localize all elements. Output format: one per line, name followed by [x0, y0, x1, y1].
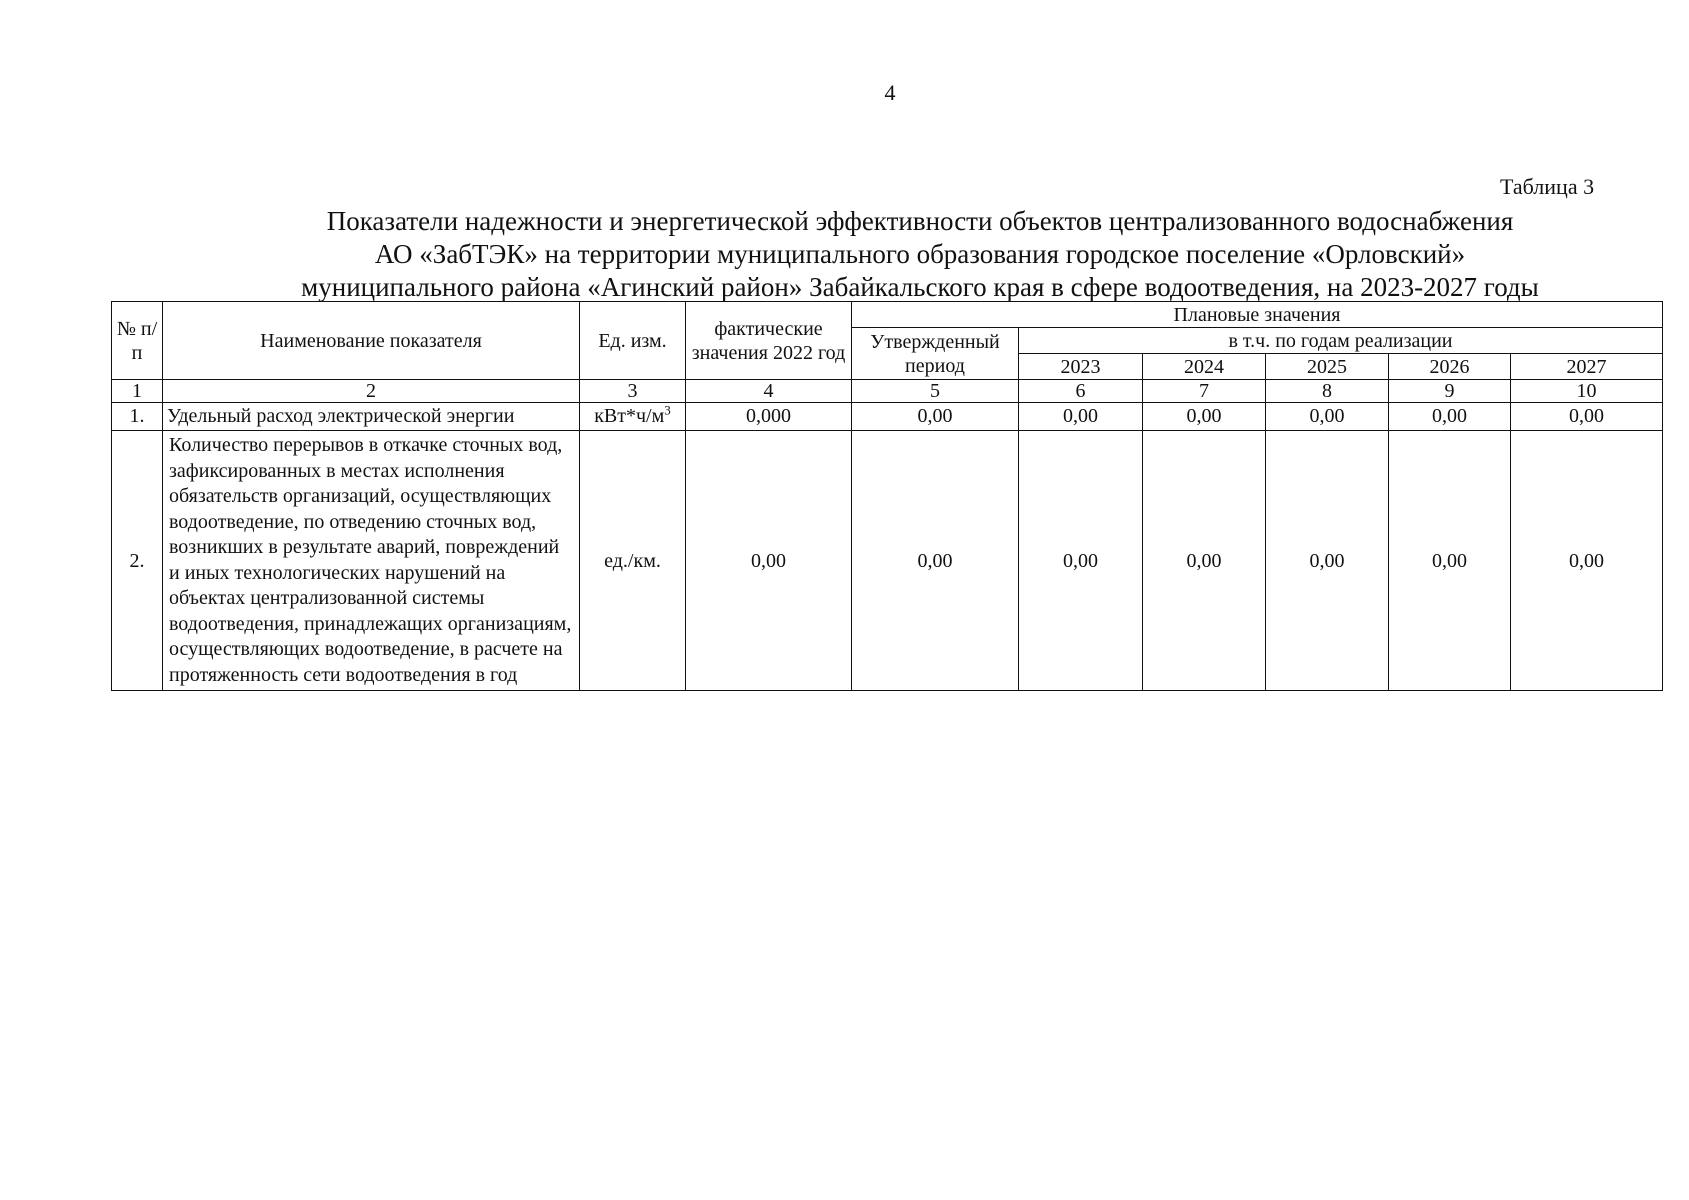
table-row: [112, 431, 1663, 691]
row-unit: ед./км.: [580, 431, 686, 691]
row-year-value: 0,00: [1266, 403, 1389, 431]
row-year-value: 0,00: [1143, 403, 1266, 431]
row-name: Количество перерывов в откачке сточных вод, зафиксированных в местах исполнения обязательств организаций, осуществляющих водоотведение, по отведению сточных вод, возникших в результате аварий, повреждений и иных технологических нарушений на объектах централизованной системы водоотведения, принадлежащих организациям, осуществляющих водоотведение, в расчете на протяженность сети водоотведения в год: [163, 431, 580, 691]
row-year-value: 0,00: [1266, 431, 1389, 691]
row-actual: 0,000: [686, 403, 852, 431]
page-number: 4: [884, 80, 896, 105]
header-year-2027: 2027: [1511, 354, 1663, 380]
column-number: 3: [580, 380, 686, 403]
row-year-value: 0,00: [1143, 431, 1266, 691]
header-unit: Ед. изм.: [580, 302, 686, 380]
row-year-value: 0,00: [1389, 403, 1511, 431]
column-number: 9: [1389, 380, 1511, 403]
header-year-2026: 2026: [1389, 354, 1511, 380]
column-number: 8: [1266, 380, 1389, 403]
table-label: Таблица 3: [1500, 174, 1595, 199]
row-year-value: 0,00: [1511, 403, 1663, 431]
column-number-row: [112, 380, 1663, 403]
header-year-2025: 2025: [1266, 354, 1389, 380]
row-year-value: 0,00: [1389, 431, 1511, 691]
header-planned: Плановые значения: [852, 302, 1663, 328]
row-num: 1.: [112, 403, 163, 431]
column-number: 5: [852, 380, 1019, 403]
column-number: 4: [686, 380, 852, 403]
row-num: 2.: [112, 431, 163, 691]
header-year-2024: 2024: [1143, 354, 1266, 380]
row-approved: 0,00: [852, 403, 1019, 431]
unit-superscript: 3: [664, 402, 671, 418]
column-number: 6: [1019, 380, 1143, 403]
header-name: Наименование показателя: [163, 302, 580, 380]
column-number: 10: [1511, 380, 1663, 403]
header-year-2023: 2023: [1019, 354, 1143, 380]
title-line-1: Показатели надежности и энергетической эффективности объектов централизованного водоснабжения: [326, 206, 1514, 236]
table-row: [112, 403, 1663, 431]
row-actual: 0,00: [686, 431, 852, 691]
header-by-years: в т.ч. по годам реализации: [1019, 328, 1663, 354]
row-approved: 0,00: [852, 431, 1019, 691]
row-name: Удельный расход электрической энергии: [163, 403, 580, 431]
title-line-3: муниципального района «Агинский район» Забайкальского края в сфере водоотведения, на 2023-2027 годы: [301, 272, 1539, 302]
column-number: 2: [163, 380, 580, 403]
unit-base: кВт*ч/м: [594, 405, 665, 427]
header-approved: Утвержденный период: [852, 328, 1019, 380]
column-number: 7: [1143, 380, 1266, 403]
title-line-2: АО «ЗабТЭК» на территории муниципального образования городское поселение «Орловский»: [374, 239, 1466, 269]
header-num: № п/п: [112, 302, 163, 380]
column-number: 1: [112, 380, 163, 403]
row-year-value: 0,00: [1019, 431, 1143, 691]
document-title: [200, 205, 1640, 304]
row-year-value: 0,00: [1019, 403, 1143, 431]
indicators-table: [111, 301, 1663, 691]
header-actual: фактические значения 2022 год: [686, 302, 852, 380]
row-year-value: 0,00: [1511, 431, 1663, 691]
row-unit: [580, 403, 686, 431]
